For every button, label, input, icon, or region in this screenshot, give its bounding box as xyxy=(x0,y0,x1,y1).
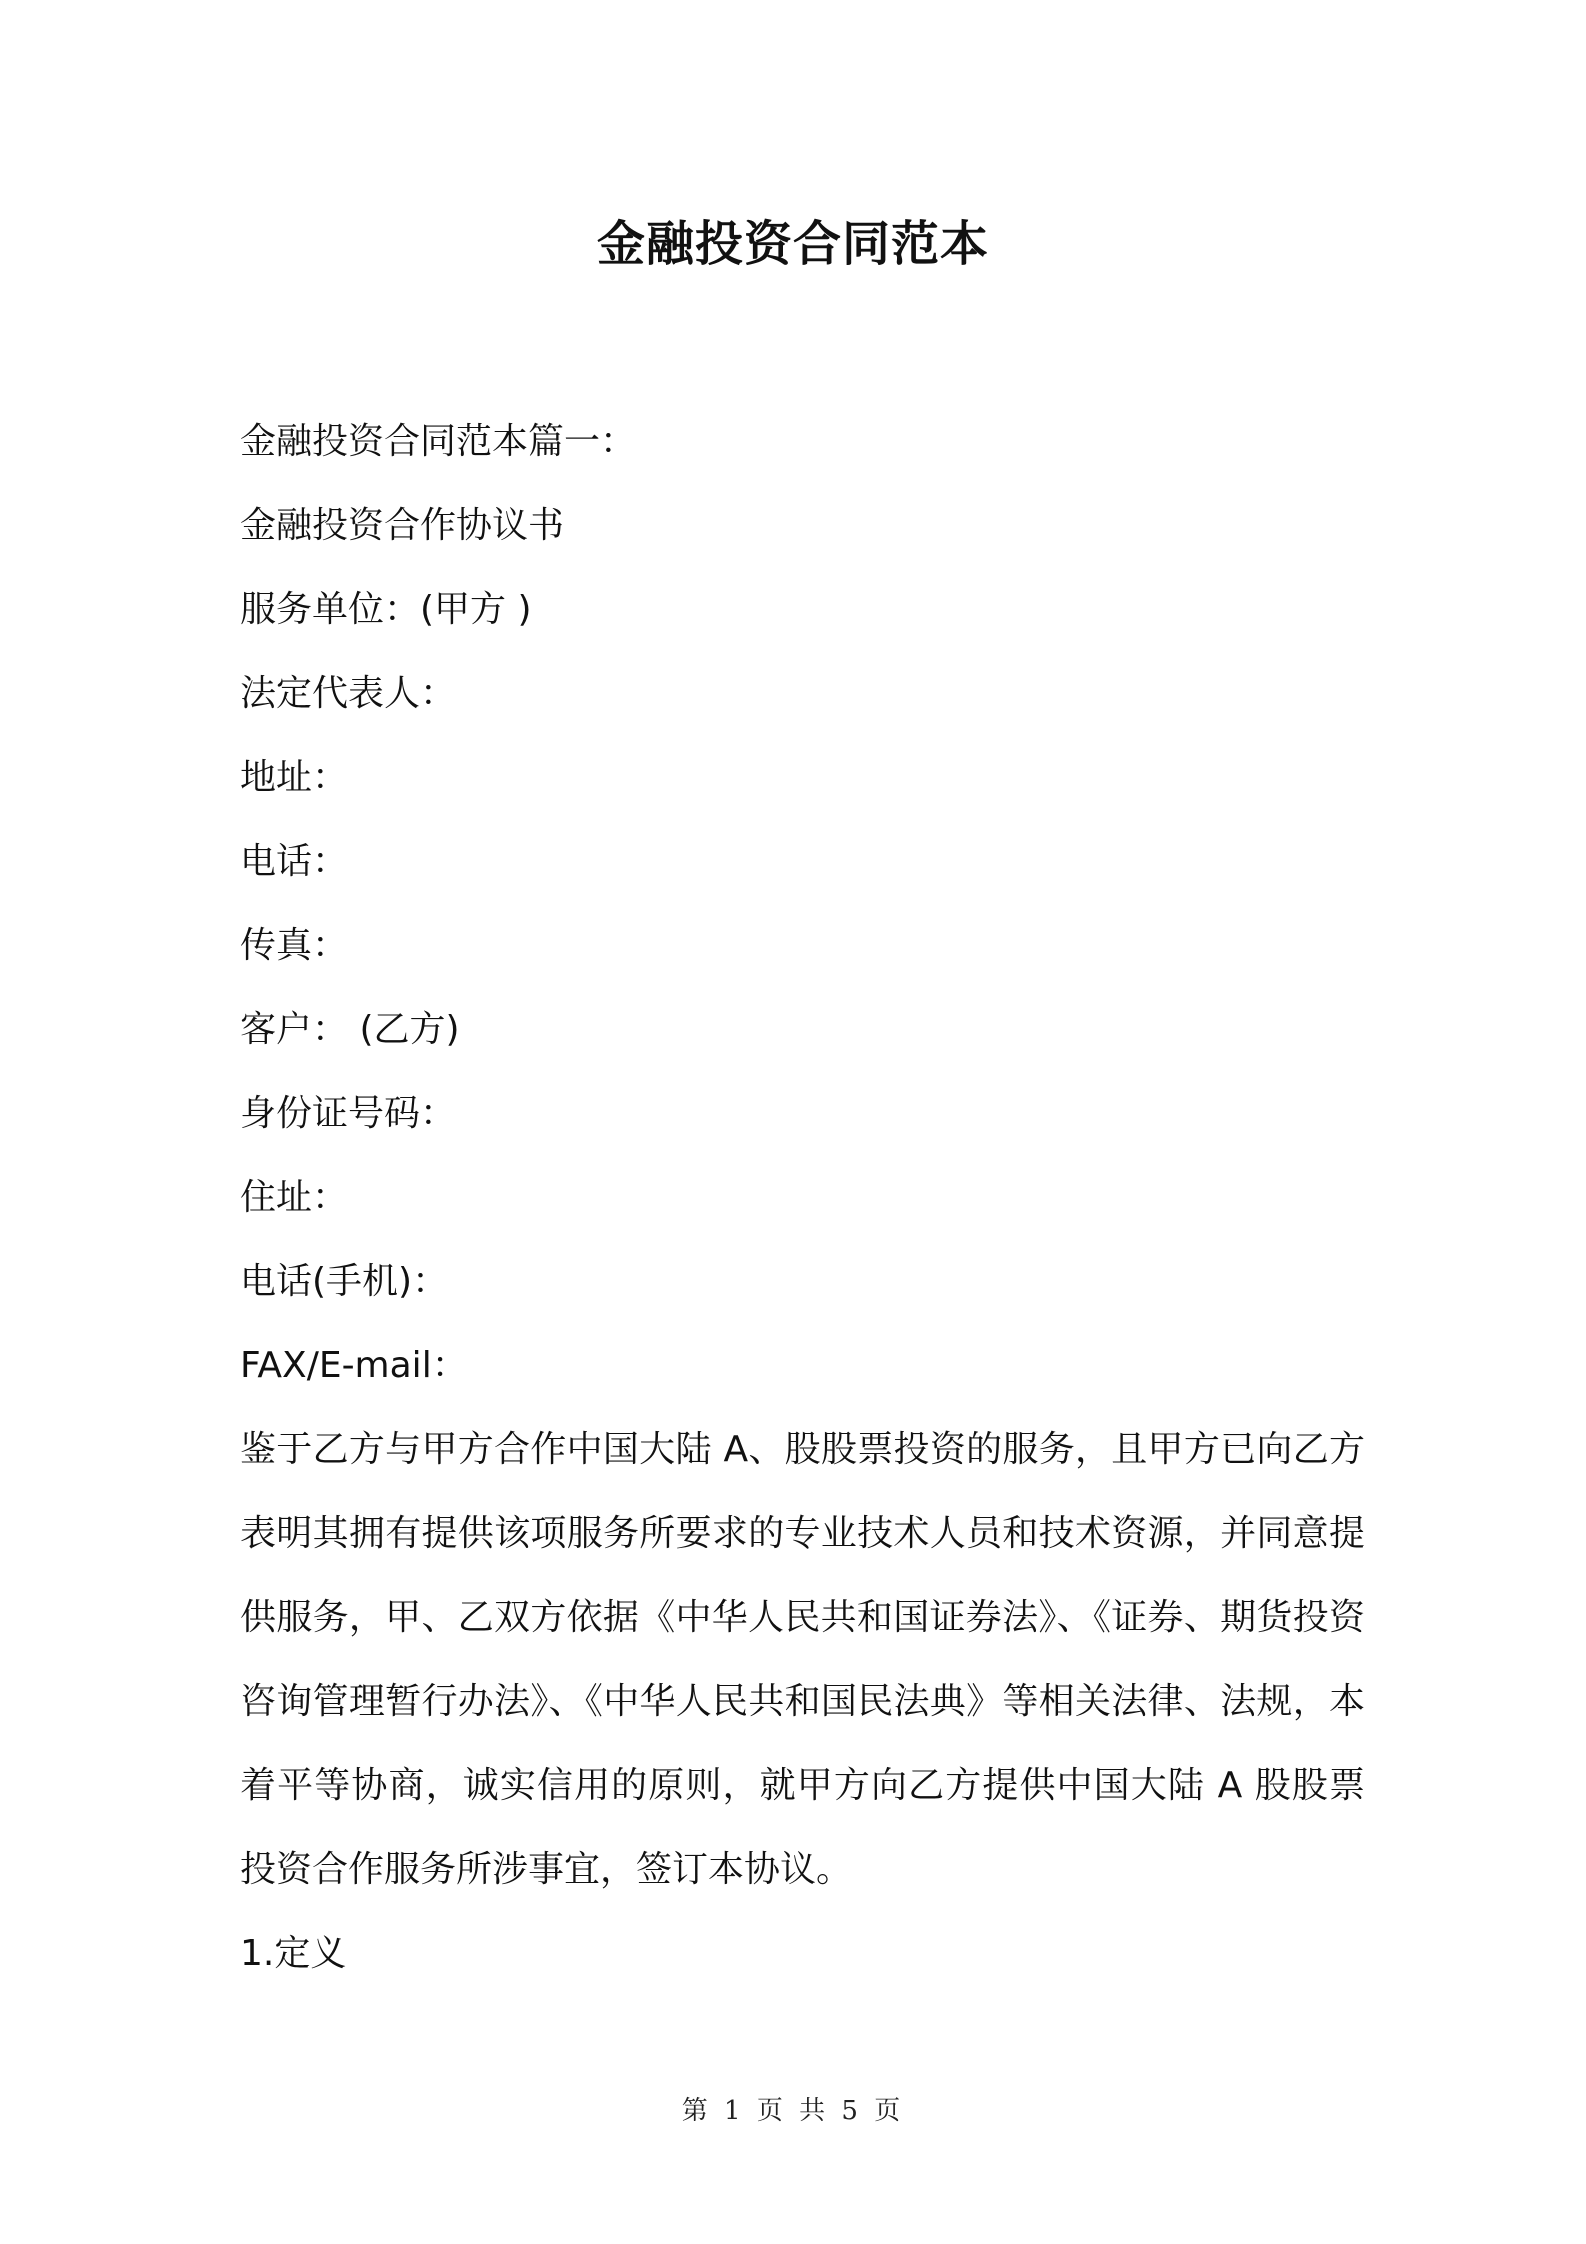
line-phone: 电话： xyxy=(240,841,349,882)
line-agreement-name: 金融投资合作协议书 xyxy=(240,505,565,546)
document-title: 金融投资合同范本 xyxy=(596,216,989,272)
preamble-paragraph: 鉴于乙方与甲方合作中国大陆 A、股股票投资的服务，且甲方已向乙方表明其拥有提供该项服务所要求的专业技术人员和技术资源，并同意提供服务，甲、乙双方依据《中华人民共和国证券法》、《证券、期货投资咨询管理暂行办法》、《中华人民共和国民法典》等相关法律、法规，本着平等协商，诚实信用的原则，就甲方向乙方提供中国大陆 A 股股票投资合作服务所涉事宜，签订本协议。 xyxy=(240,1429,1365,1890)
line-residence: 住址： xyxy=(240,1177,349,1218)
line-address: 地址： xyxy=(240,757,349,798)
line-section-heading: 金融投资合同范本篇一： xyxy=(240,421,637,462)
line-id-number: 身份证号码： xyxy=(240,1093,457,1134)
line-fax-email: FAX/E-mail： xyxy=(240,1345,468,1386)
line-legal-representative: 法定代表人： xyxy=(240,673,457,714)
line-service-unit: 服务单位：(甲方 ) xyxy=(240,589,532,630)
document-body xyxy=(240,400,1365,1996)
definition-heading: 1.定义 xyxy=(240,1933,347,1974)
page-number-footer: 第 1 页 共 5 页 xyxy=(681,2096,905,2126)
line-fax: 传真： xyxy=(240,925,349,966)
line-mobile: 电话(手机)： xyxy=(240,1261,449,1302)
line-client: 客户： (乙方) xyxy=(240,1009,460,1050)
